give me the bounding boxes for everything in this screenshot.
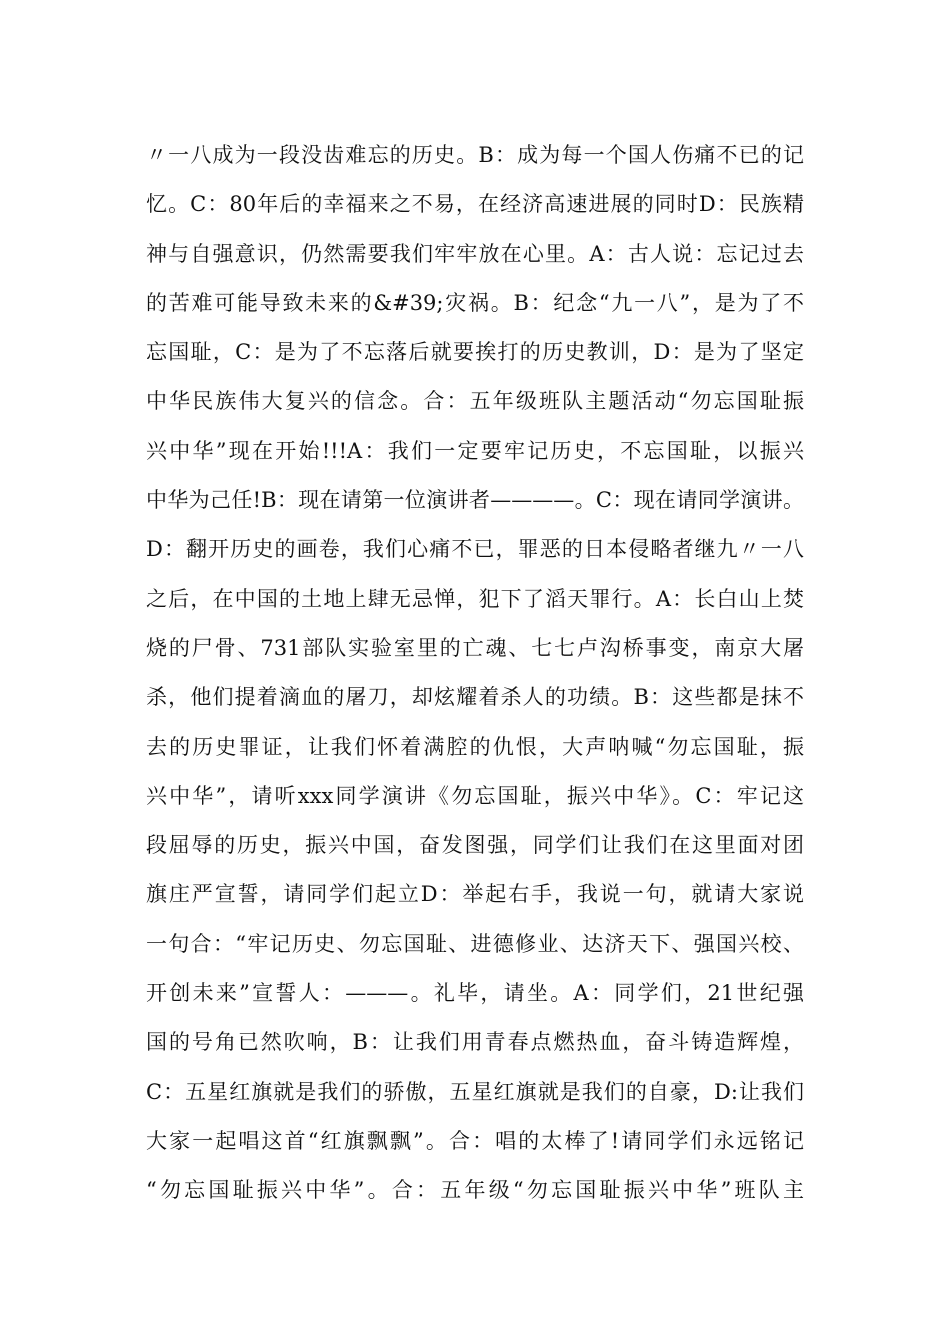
text-line-1: 〃一八成为一段没齿难忘的历史。B：成为每一个国人伤痛不已的记 <box>146 143 804 167</box>
text-line-9: D：翻开历史的画卷，我们心痛不已，罪恶的日本侵略者继九〃一八 <box>146 537 804 562</box>
text-line-4: 的苦难可能导致未来的&#39;灾祸。B：纪念“九一八”，是为了不 <box>146 290 804 315</box>
text-line-20: C：五星红旗就是我们的骄傲，五星红旗就是我们的自豪，D:让我们 <box>146 1079 804 1104</box>
text-line-22: “勿忘国耻振兴中华”。合：五年级“勿忘国耻振兴中华”班队主 <box>146 1178 804 1203</box>
text-line-16: 旗庄严宣誓，请同学们起立D：举起右手，我说一句，就请大家说 <box>146 882 804 907</box>
text-line-10: 之后，在中国的土地上肆无忌惮，犯下了滔天罪行。A：长白山上焚 <box>146 586 804 611</box>
text-line-12: 杀，他们提着滴血的屠刀，却炫耀着杀人的功绩。B：这些都是抹不 <box>146 685 804 710</box>
text-line-18: 开创未来”宣誓人：———。礼毕，请坐。A：同学们，21世纪强 <box>146 981 804 1006</box>
text-line-21: 大家一起唱这首“红旗飘飘”。合：唱的太棒了!请同学们永远铭记 <box>146 1128 804 1153</box>
body-text <box>146 131 826 1216</box>
text-line-15: 段屈辱的历史，振兴中国，奋发图强，同学们让我们在这里面对团 <box>146 833 804 858</box>
text-line-13: 去的历史罪证，让我们怀着满腔的仇恨，大声呐喊“勿忘国耻，振 <box>146 734 804 759</box>
text-line-2: 忆。C：80年后的幸福来之不易，在经济高速进展的同时D：民族精 <box>146 192 804 217</box>
text-line-8: 中华为己任!B：现在请第一位演讲者————。C：现在请同学演讲。 <box>146 488 804 513</box>
text-line-11: 烧的尸骨、731部队实验室里的亡魂、七七卢沟桥事变，南京大屠 <box>146 635 804 660</box>
text-line-17: 一句合：“牢记历史、勿忘国耻、进德修业、达济天下、强国兴校、 <box>146 931 804 956</box>
text-line-3: 神与自强意识，仍然需要我们牢牢放在心里。A：古人说：忘记过去 <box>146 241 804 266</box>
text-line-14: 兴中华”，请听xxx同学演讲《勿忘国耻，振兴中华》。C：牢记这 <box>146 783 804 808</box>
text-line-5: 忘国耻，C：是为了不忘落后就要挨打的历史教训，D：是为了坚定 <box>146 340 804 365</box>
text-line-7: 兴中华”现在开始!!!A：我们一定要牢记历史，不忘国耻，以振兴 <box>146 438 804 463</box>
text-line-6: 中华民族伟大复兴的信念。合：五年级班队主题活动“勿忘国耻振 <box>146 389 804 414</box>
text-line-19: 国的号角已然吹响，B：让我们用青春点燃热血，奋斗铸造辉煌， <box>146 1030 804 1055</box>
